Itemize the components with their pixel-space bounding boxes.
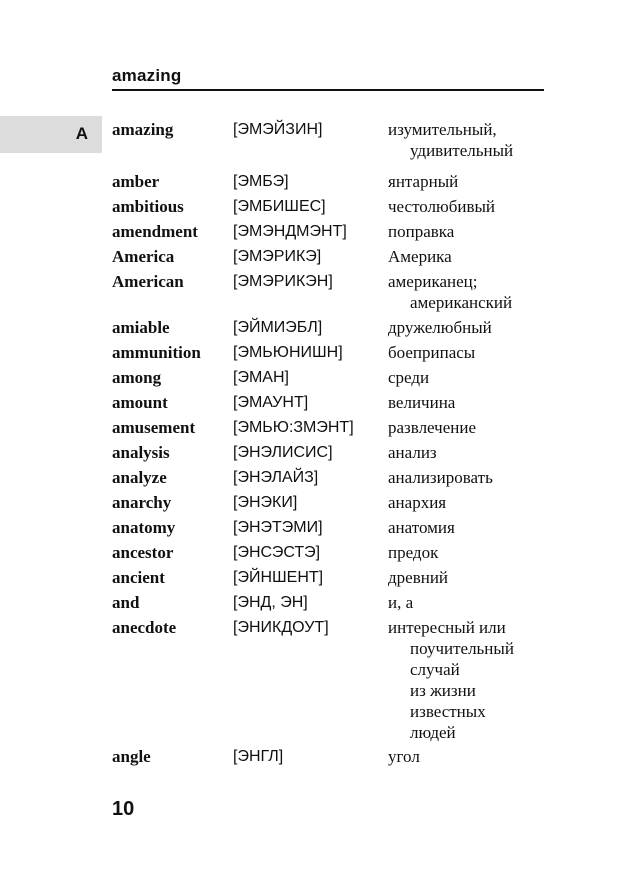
- translation-line: удивительный: [410, 141, 514, 160]
- running-head: amazing: [112, 66, 182, 85]
- dictionary-entry: [112, 542, 552, 563]
- translation-line: людей: [410, 723, 456, 742]
- entry-word: America: [112, 247, 175, 266]
- entry-pronunciation: [ЭНИКДОУТ]: [233, 619, 329, 636]
- entry-pronunciation: [ЭМБЭ]: [233, 173, 289, 190]
- dictionary-entry: [112, 271, 552, 313]
- translation-line: из жизни: [410, 681, 476, 700]
- translation-line: американец;: [388, 272, 478, 291]
- entry-pronunciation: [ЭМЭНДМЭНТ]: [233, 223, 347, 240]
- dictionary-entry: [112, 517, 552, 538]
- dictionary-entry: [112, 567, 552, 588]
- translation-line: поправка: [388, 222, 455, 241]
- entry-translation: [388, 317, 552, 338]
- entry-pronunciation: [ЭМЬЮ:ЗМЭНТ]: [233, 419, 354, 436]
- entry-translation: [388, 567, 552, 588]
- dictionary-entry: [112, 246, 552, 267]
- dictionary-entry: [112, 367, 552, 388]
- entry-word: anarchy: [112, 493, 172, 512]
- translation-line: изумительный,: [388, 120, 497, 139]
- page-number: 10: [112, 798, 135, 820]
- translation-line: поучительный: [410, 639, 514, 658]
- entry-pronunciation: [ЭЙНШЕНТ]: [233, 569, 324, 586]
- header-rule: [112, 89, 544, 91]
- entry-word: ambitious: [112, 197, 184, 216]
- dictionary-entry: [112, 592, 552, 613]
- translation-line: древний: [388, 568, 449, 587]
- entry-pronunciation: [ЭНЭТЭМИ]: [233, 519, 323, 536]
- entry-word: ammunition: [112, 343, 201, 362]
- translation-line: анархия: [388, 493, 447, 512]
- entry-pronunciation: [ЭМБИШЕС]: [233, 198, 326, 215]
- entry-pronunciation: [ЭНЭЛАЙЗ]: [233, 469, 319, 486]
- letter-tab: [0, 116, 102, 153]
- translation-line: дружелюбный: [388, 318, 492, 337]
- dictionary-entry: [112, 342, 552, 363]
- entry-translation: [388, 746, 552, 767]
- dictionary-entry: [112, 221, 552, 242]
- translation-line: угол: [388, 747, 420, 766]
- entry-translation: [388, 367, 552, 388]
- entry-word: amazing: [112, 120, 174, 139]
- entry-translation: [388, 392, 552, 413]
- entry-word: anatomy: [112, 518, 176, 537]
- entry-translation: [388, 467, 552, 488]
- entry-translation: [388, 271, 552, 313]
- entry-word: among: [112, 368, 162, 387]
- dictionary-entry: [112, 417, 552, 438]
- entry-translation: [388, 617, 552, 743]
- entry-word: amusement: [112, 418, 196, 437]
- dictionary-entry: [112, 392, 552, 413]
- entry-word: angle: [112, 747, 151, 766]
- translation-line: боеприпасы: [388, 343, 476, 362]
- dictionary-entry: [112, 196, 552, 217]
- entry-word: ancestor: [112, 543, 174, 562]
- entry-translation: [388, 492, 552, 513]
- entry-translation: [388, 171, 552, 192]
- entry-pronunciation: [ЭНСЭСТЭ]: [233, 544, 321, 561]
- dictionary-entry: [112, 467, 552, 488]
- entry-translation: [388, 196, 552, 217]
- entry-word: ancient: [112, 568, 165, 587]
- entry-pronunciation: [ЭЙМИЭБЛ]: [233, 319, 323, 336]
- entry-pronunciation: [ЭМЭРИКЭН]: [233, 273, 333, 290]
- entry-word: amount: [112, 393, 168, 412]
- entry-pronunciation: [ЭМАУНТ]: [233, 394, 309, 411]
- entry-pronunciation: [ЭМЬЮНИШН]: [233, 344, 343, 361]
- entry-translation: [388, 417, 552, 438]
- translation-line: известных: [410, 702, 486, 721]
- entry-word: and: [112, 593, 140, 612]
- entry-translation: [388, 221, 552, 242]
- dictionary-entry: [112, 171, 552, 192]
- entry-word: amiable: [112, 318, 170, 337]
- entry-translation: [388, 342, 552, 363]
- entry-word: amendment: [112, 222, 198, 241]
- entry-pronunciation: [ЭМЭРИКЭ]: [233, 248, 322, 265]
- entry-word: analyze: [112, 468, 167, 487]
- entry-word: anecdote: [112, 618, 177, 637]
- translation-line: предок: [388, 543, 439, 562]
- entry-translation: [388, 517, 552, 538]
- entry-pronunciation: [ЭМЭЙЗИН]: [233, 121, 323, 138]
- translation-line: американский: [410, 293, 513, 312]
- dictionary-entry: [112, 317, 552, 338]
- translation-line: анализировать: [388, 468, 493, 487]
- translation-line: янтарный: [388, 172, 459, 191]
- entry-word: American: [112, 272, 184, 291]
- letter-tab-label: A: [75, 124, 88, 143]
- entry-translation: [388, 442, 552, 463]
- entry-translation: [388, 592, 552, 613]
- entry-translation: [388, 119, 552, 161]
- entry-translation: [388, 542, 552, 563]
- entry-pronunciation: [ЭНЭКИ]: [233, 494, 298, 511]
- dictionary-entry: [112, 746, 552, 767]
- translation-line: Америка: [388, 247, 452, 266]
- translation-line: развлечение: [388, 418, 477, 437]
- dictionary-entry: [112, 442, 552, 463]
- translation-line: величина: [388, 393, 456, 412]
- entry-pronunciation: [ЭНГЛ]: [233, 748, 284, 765]
- dictionary-entry: [112, 492, 552, 513]
- entry-pronunciation: [ЭНЭЛИСИС]: [233, 444, 333, 461]
- dictionary-entry: [112, 119, 552, 161]
- dictionary-entry: [112, 617, 552, 743]
- translation-line: честолюбивый: [388, 197, 496, 216]
- translation-line: и, а: [388, 593, 414, 612]
- translation-line: интересный или: [388, 618, 506, 637]
- translation-line: среди: [388, 368, 430, 387]
- dictionary-entries: [112, 115, 552, 767]
- entry-word: analysis: [112, 443, 170, 462]
- translation-line: анатомия: [388, 518, 455, 537]
- translation-line: случай: [410, 660, 460, 679]
- entry-translation: [388, 246, 552, 267]
- entry-pronunciation: [ЭНД, ЭН]: [233, 594, 308, 611]
- entry-pronunciation: [ЭМАН]: [233, 369, 289, 386]
- entry-word: amber: [112, 172, 160, 191]
- translation-line: анализ: [388, 443, 437, 462]
